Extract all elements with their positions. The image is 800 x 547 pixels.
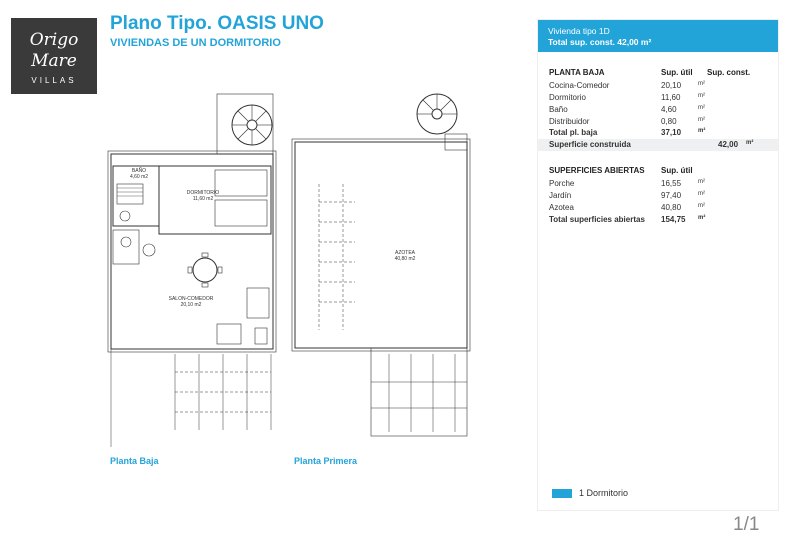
row-dormitorio xyxy=(538,93,778,105)
logo-line-2: Mare xyxy=(31,51,77,71)
col-sup-const: Sup. const. xyxy=(707,68,751,77)
label-bano-area: 4,60 m2 xyxy=(129,174,149,180)
caption-planta-baja: Planta Baja xyxy=(110,456,159,466)
caption-planta-primera: Planta Primera xyxy=(294,456,358,466)
label-dormitorio: DORMITORIO xyxy=(186,190,220,196)
row-value: 16,55 xyxy=(661,179,682,188)
abiertas-heading: SUPERFICIES ABIERTAS xyxy=(549,166,645,175)
row-unit: m² xyxy=(698,191,705,197)
logo-line-1: Origo xyxy=(29,30,79,50)
row-porche xyxy=(538,179,778,191)
row-label: Azotea xyxy=(549,203,574,212)
row-unit: m² xyxy=(698,128,706,134)
row-value: 11,60 xyxy=(661,93,681,102)
row-value: 42,00 xyxy=(718,140,739,149)
page-indicator: 1/1 xyxy=(733,514,760,535)
logo-line-3: VILLAS xyxy=(31,76,77,85)
planta-baja-heading: PLANTA BAJA xyxy=(549,68,605,77)
col-sup-util-abiertas: Sup. útil xyxy=(661,166,693,175)
row-unit: m² xyxy=(698,105,705,111)
spiral-stair-core xyxy=(247,120,257,130)
page-subtitle: VIVIENDAS DE UN DORMITORIO xyxy=(110,37,281,49)
label-azotea-area: 40,80 m2 xyxy=(394,256,416,262)
first-floor-outline xyxy=(295,142,467,348)
label-salon: SALON-COMEDOR xyxy=(168,296,214,302)
row-unit: m² xyxy=(698,93,705,99)
row-label: Dormitorio xyxy=(549,93,586,102)
row-value: 20,10 xyxy=(661,81,682,90)
row-total-abiertas xyxy=(538,215,778,227)
surface-table-panel xyxy=(538,20,778,510)
row-label: Cocina-Comedor xyxy=(549,81,610,90)
row-label: Superficie construida xyxy=(549,140,631,149)
row-jardin xyxy=(538,191,778,203)
first-floor-terrace xyxy=(371,348,467,436)
row-bano xyxy=(538,105,778,117)
legend-label: 1 Dormitorio xyxy=(579,488,629,498)
sofa xyxy=(247,288,269,318)
row-value: 97,40 xyxy=(661,191,682,200)
row-label: Distribuidor xyxy=(549,117,590,126)
row-value: 40,80 xyxy=(661,203,682,212)
origo-mare-logo xyxy=(11,18,97,94)
floor-plan-drawing xyxy=(105,92,525,452)
bed-2 xyxy=(215,200,267,226)
roof-pergola xyxy=(319,184,355,330)
row-label: Porche xyxy=(549,179,575,188)
row-unit: m² xyxy=(698,117,705,123)
page-title: Plano Tipo. OASIS UNO xyxy=(110,13,324,34)
ground-floor-outer-wall xyxy=(108,151,276,352)
total-construida: Total sup. const. 42,00 m² xyxy=(548,37,652,47)
label-salon-area: 20,10 m2 xyxy=(180,302,202,308)
row-label: Baño xyxy=(549,105,568,114)
col-sup-util: Sup. útil xyxy=(661,68,693,77)
dining-table xyxy=(193,258,217,282)
row-label: Total superficies abiertas xyxy=(549,215,645,224)
row-unit: m² xyxy=(698,215,706,221)
label-dormitorio-area: 11,60 m2 xyxy=(192,196,214,202)
row-unit: m² xyxy=(698,203,705,209)
row-label: Total pl. baja xyxy=(549,128,598,137)
armchair xyxy=(217,324,241,344)
panel-header xyxy=(538,20,778,52)
ground-pergola xyxy=(175,354,271,430)
row-value: 154,75 xyxy=(661,215,686,224)
row-azotea xyxy=(538,203,778,215)
floor-plan-svg xyxy=(105,92,525,452)
row-label: Jardín xyxy=(549,191,572,200)
row-unit: m² xyxy=(698,179,705,185)
upper-patio xyxy=(217,94,273,154)
row-value: 0,80 xyxy=(661,117,677,126)
row-value: 37,10 xyxy=(661,128,682,137)
label-bano: BAÑO xyxy=(131,168,147,174)
row-cocina-comedor xyxy=(538,81,778,93)
row-superficie-construida xyxy=(538,139,778,151)
row-unit: m² xyxy=(698,81,705,87)
vivienda-type: Vivienda tipo 1D xyxy=(548,26,610,36)
row-value: 4,60 xyxy=(661,105,677,114)
row-unit: m² xyxy=(746,140,754,146)
ground-floor-outline xyxy=(111,154,273,349)
bed-1 xyxy=(215,170,267,196)
legend-swatch xyxy=(552,489,572,498)
label-azotea: AZOTEA xyxy=(394,250,416,256)
